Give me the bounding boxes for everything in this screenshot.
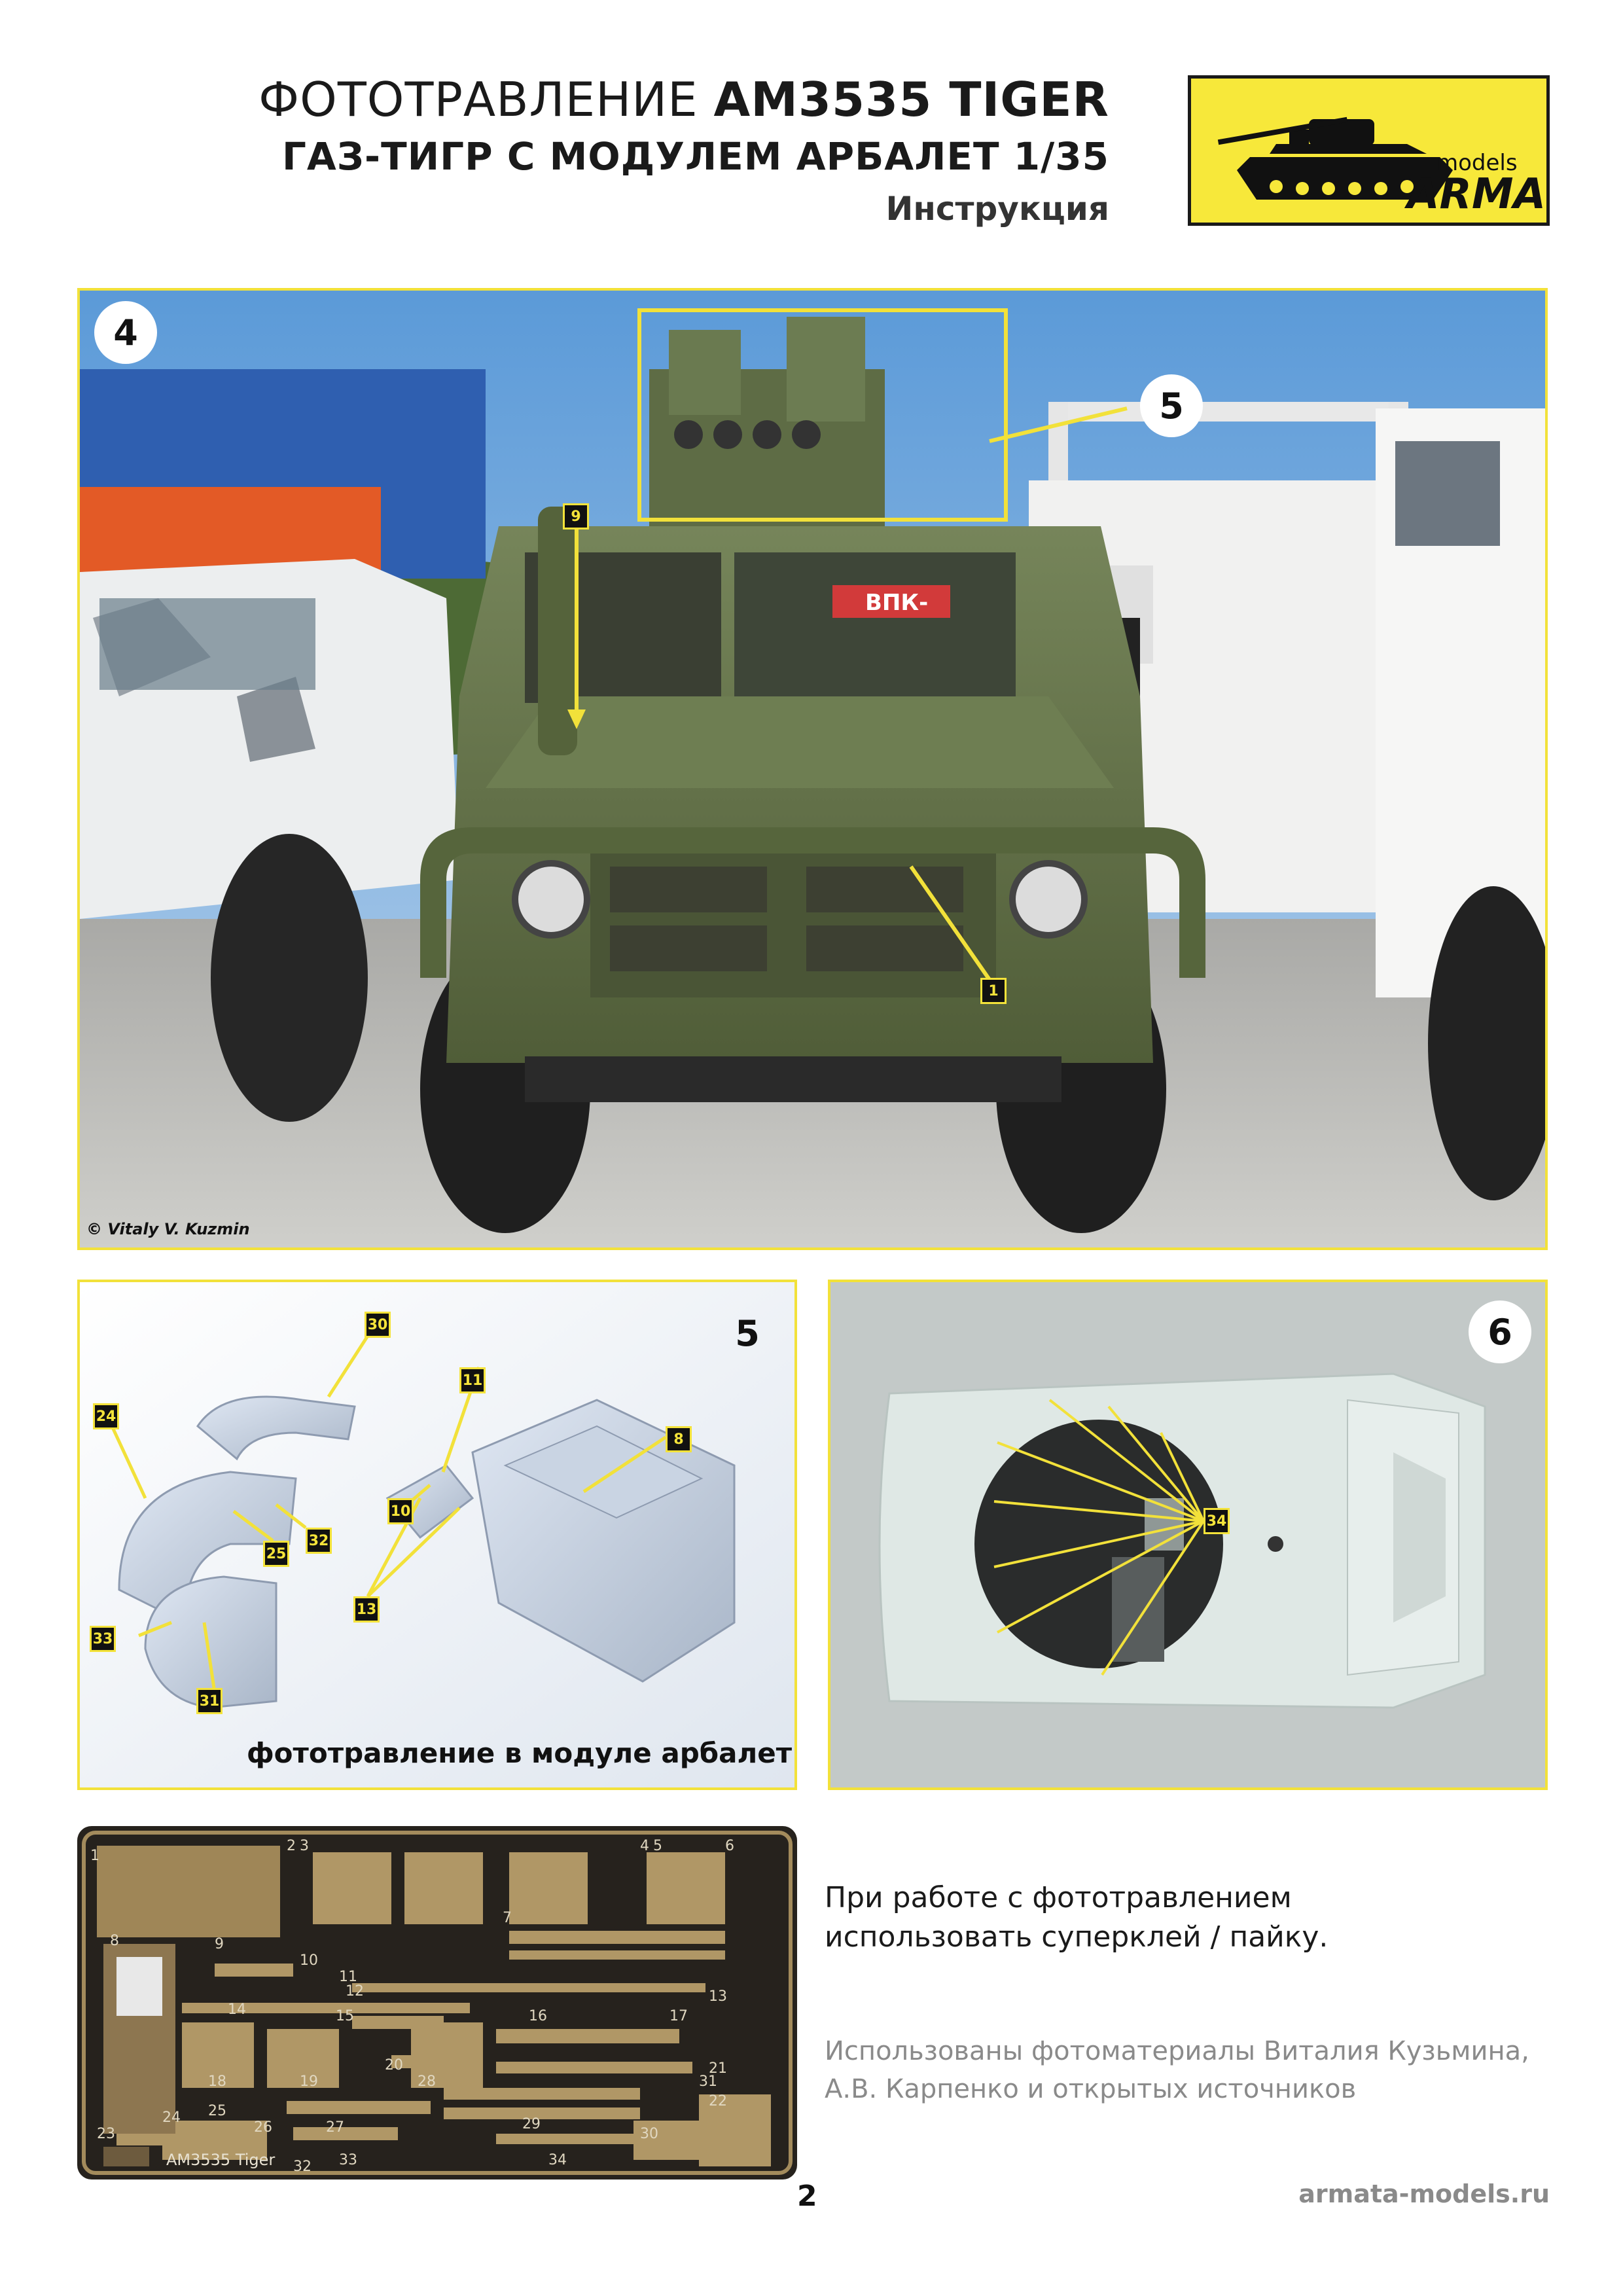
fret-number-10: 10 [300, 1952, 318, 1969]
fret-number-9: 9 [215, 1936, 224, 1952]
vehicle-photo-panel [77, 288, 1548, 1250]
part-label-10: 10 [387, 1498, 414, 1524]
photo-credits-note [825, 2032, 1529, 2108]
document-type: Инструкция [885, 190, 1109, 228]
logo-brand-text: ARMA [1407, 170, 1546, 219]
fret-number-17: 17 [669, 2008, 688, 2024]
part-label-33: 33 [90, 1626, 116, 1652]
fret-number-26: 26 [254, 2119, 272, 2136]
callout-badge-5: 5 [1140, 374, 1203, 437]
fret-number-15: 15 [336, 2008, 354, 2024]
fret-number-20: 20 [385, 2057, 403, 2073]
fret-number-13: 13 [709, 1988, 727, 2005]
fret-number-7: 7 [503, 1910, 512, 1926]
part-label-1: 1 [980, 978, 1007, 1004]
fret-number-33: 33 [339, 2152, 357, 2168]
fret-number-22: 22 [709, 2093, 727, 2109]
module-caption: фототравление в модуле арбалет [247, 1737, 793, 1769]
fret-number-19: 19 [300, 2073, 318, 2090]
top-view-panel [828, 1280, 1548, 1790]
top-view-render [830, 1282, 1545, 1787]
photo-credit: © Vitaly V. Kuzmin [86, 1220, 250, 1238]
part-label-13: 13 [353, 1596, 380, 1623]
fret-number-21: 21 [709, 2060, 727, 2077]
fret-number-18: 18 [208, 2073, 226, 2090]
fret-number-29: 29 [522, 2116, 541, 2132]
step-badge-6: 6 [1469, 1300, 1531, 1363]
fret-number-28: 28 [418, 2073, 436, 2090]
step-badge-5: 5 [735, 1312, 760, 1354]
fret-number-5: 5 [653, 1838, 662, 1854]
part-label-32: 32 [306, 1528, 332, 1554]
instruction-line-1: При работе с фототравлением [825, 1881, 1292, 1914]
fret-number-6: 6 [725, 1838, 734, 1854]
fret-drawing [77, 1826, 797, 2179]
fret-number-32: 32 [293, 2159, 312, 2175]
part-label-9: 9 [563, 503, 589, 529]
fret-number-11: 11 [339, 1969, 357, 1985]
vehicle-photo [80, 291, 1545, 1247]
fret-number-3: 3 [300, 1838, 309, 1854]
credits-line-2: А.В. Карпенко и открытых источников [825, 2074, 1357, 2104]
module-render [80, 1282, 794, 1787]
part-label-8: 8 [666, 1426, 692, 1452]
fret-number-1: 1 [90, 1848, 99, 1864]
website-link[interactable]: armata-models.ru [1298, 2179, 1550, 2208]
arma-models-logo [1188, 75, 1550, 226]
fret-number-31: 31 [699, 2073, 717, 2090]
logo-models-text: models [1436, 150, 1518, 176]
step-badge-4: 4 [94, 301, 157, 364]
part-label-34: 34 [1204, 1508, 1230, 1534]
document-title: ФОТОТРАВЛЕНИЕ AM3535 TIGER [259, 72, 1109, 127]
fret-name-label: AM3535 Tiger [166, 2151, 276, 2169]
page-number: 2 [797, 2179, 817, 2213]
instruction-note [825, 1878, 1328, 1957]
fret-number-2: 2 [287, 1838, 296, 1854]
part-label-24: 24 [93, 1403, 119, 1429]
credits-line-1: Использованы фотоматериалы Виталия Кузьмина, [825, 2036, 1529, 2066]
fret-number-25: 25 [208, 2103, 226, 2119]
module-render-panel [77, 1280, 797, 1790]
instruction-line-2: использовать суперклей / пайку. [825, 1920, 1329, 1954]
fret-number-34: 34 [548, 2152, 567, 2168]
tank-silhouette-icon [1191, 79, 1546, 223]
fret-number-23: 23 [97, 2126, 115, 2142]
part-label-31: 31 [196, 1688, 223, 1714]
photo-etched-fret [77, 1826, 797, 2179]
fret-number-8: 8 [110, 1933, 119, 1949]
banner-text: ВПК- [865, 590, 929, 616]
fret-number-12: 12 [346, 1983, 364, 2000]
part-label-30: 30 [365, 1312, 391, 1338]
fret-number-30: 30 [640, 2126, 658, 2142]
document-subtitle: ГАЗ-ТИГР С МОДУЛЕМ АРБАЛЕТ 1/35 [281, 134, 1109, 179]
fret-number-27: 27 [326, 2119, 344, 2136]
fret-number-4: 4 [640, 1838, 649, 1854]
part-label-25: 25 [263, 1541, 289, 1567]
fret-number-24: 24 [162, 2109, 181, 2126]
part-label-11: 11 [459, 1367, 486, 1393]
fret-number-16: 16 [529, 2008, 547, 2024]
fret-number-14: 14 [228, 2001, 246, 2018]
